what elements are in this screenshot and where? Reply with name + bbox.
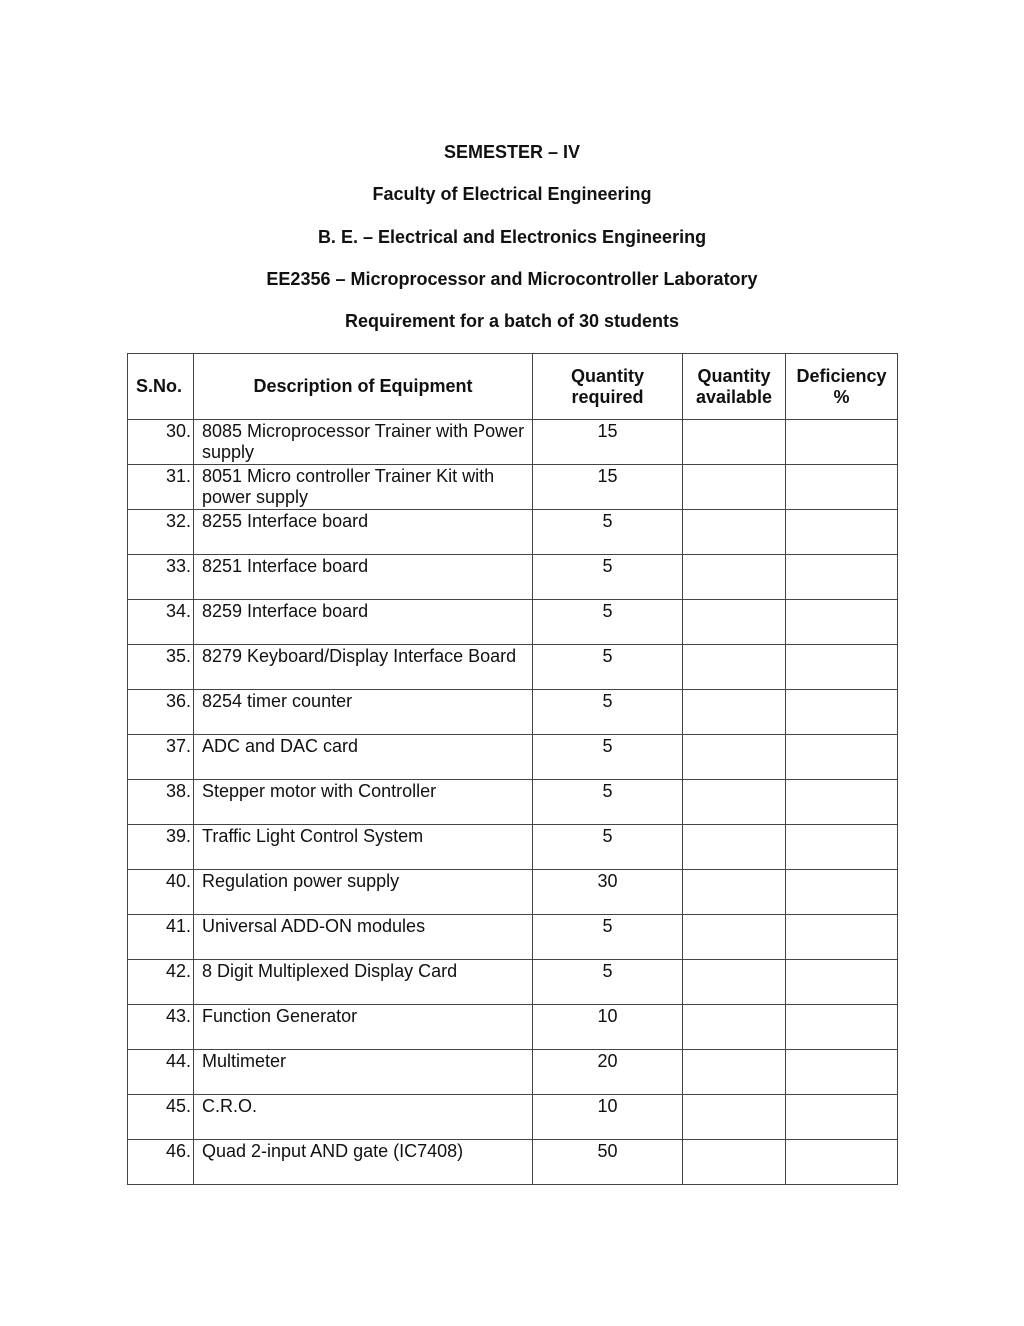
column-header-qty-required: Quantity required bbox=[533, 354, 683, 420]
column-header-qty-available: Quantity available bbox=[683, 354, 786, 420]
table-row bbox=[128, 1050, 898, 1095]
row-sno: 37. bbox=[128, 735, 194, 780]
row-sno: 41. bbox=[128, 915, 194, 960]
row-qty-required: 5 bbox=[533, 600, 683, 645]
row-qty-required: 50 bbox=[533, 1140, 683, 1185]
table-row bbox=[128, 465, 898, 510]
row-description: 8254 timer counter bbox=[194, 690, 533, 735]
row-qty-required: 5 bbox=[533, 780, 683, 825]
table-row bbox=[128, 870, 898, 915]
row-qty-available bbox=[683, 1140, 786, 1185]
row-deficiency bbox=[786, 645, 898, 690]
row-deficiency bbox=[786, 465, 898, 510]
row-description: 8251 Interface board bbox=[194, 555, 533, 600]
row-deficiency bbox=[786, 1095, 898, 1140]
row-description: C.R.O. bbox=[194, 1095, 533, 1140]
row-qty-required: 20 bbox=[533, 1050, 683, 1095]
row-qty-available bbox=[683, 960, 786, 1005]
row-qty-required: 5 bbox=[533, 645, 683, 690]
row-sno: 38. bbox=[128, 780, 194, 825]
row-deficiency bbox=[786, 915, 898, 960]
row-description: Function Generator bbox=[194, 1005, 533, 1050]
row-qty-available bbox=[683, 600, 786, 645]
programme-heading: B. E. – Electrical and Electronics Engineering bbox=[317, 227, 707, 247]
row-qty-required: 5 bbox=[533, 915, 683, 960]
equipment-table bbox=[127, 353, 898, 1185]
table-row bbox=[128, 510, 898, 555]
row-qty-required: 15 bbox=[533, 420, 683, 465]
row-deficiency bbox=[786, 1140, 898, 1185]
row-deficiency bbox=[786, 1005, 898, 1050]
row-deficiency bbox=[786, 555, 898, 600]
row-description: 8 Digit Multiplexed Display Card bbox=[194, 960, 533, 1005]
row-sno: 40. bbox=[128, 870, 194, 915]
row-sno: 45. bbox=[128, 1095, 194, 1140]
row-deficiency bbox=[786, 510, 898, 555]
row-deficiency bbox=[786, 600, 898, 645]
table-row bbox=[128, 690, 898, 735]
row-sno: 30. bbox=[128, 420, 194, 465]
row-qty-available bbox=[683, 825, 786, 870]
row-sno: 33. bbox=[128, 555, 194, 600]
row-sno: 46. bbox=[128, 1140, 194, 1185]
row-description: 8279 Keyboard/Display Interface Board bbox=[194, 645, 533, 690]
row-qty-required: 5 bbox=[533, 735, 683, 780]
column-header-deficiency: Deficiency % bbox=[786, 354, 898, 420]
row-description: Regulation power supply bbox=[194, 870, 533, 915]
requirement-heading: Requirement for a batch of 30 students bbox=[344, 311, 680, 331]
row-qty-available bbox=[683, 870, 786, 915]
row-qty-required: 10 bbox=[533, 1095, 683, 1140]
row-deficiency bbox=[786, 420, 898, 465]
equipment-table-body bbox=[128, 420, 898, 1185]
row-description: Quad 2-input AND gate (IC7408) bbox=[194, 1140, 533, 1185]
row-description: Multimeter bbox=[194, 1050, 533, 1095]
row-qty-available bbox=[683, 690, 786, 735]
row-deficiency bbox=[786, 1050, 898, 1095]
row-qty-required: 5 bbox=[533, 510, 683, 555]
row-deficiency bbox=[786, 735, 898, 780]
row-deficiency bbox=[786, 825, 898, 870]
row-qty-available bbox=[683, 1095, 786, 1140]
row-description: Universal ADD-ON modules bbox=[194, 915, 533, 960]
row-sno: 31. bbox=[128, 465, 194, 510]
table-row bbox=[128, 915, 898, 960]
row-qty-available bbox=[683, 1050, 786, 1095]
row-qty-available bbox=[683, 510, 786, 555]
row-description: 8051 Micro controller Trainer Kit with power supply bbox=[194, 465, 533, 510]
row-sno: 42. bbox=[128, 960, 194, 1005]
row-qty-available bbox=[683, 555, 786, 600]
row-deficiency bbox=[786, 780, 898, 825]
row-deficiency bbox=[786, 870, 898, 915]
row-qty-available bbox=[683, 645, 786, 690]
row-qty-required: 5 bbox=[533, 690, 683, 735]
table-row bbox=[128, 420, 898, 465]
row-qty-required: 5 bbox=[533, 825, 683, 870]
row-sno: 43. bbox=[128, 1005, 194, 1050]
row-qty-available bbox=[683, 780, 786, 825]
table-row bbox=[128, 645, 898, 690]
table-row bbox=[128, 735, 898, 780]
row-qty-required: 10 bbox=[533, 1005, 683, 1050]
row-qty-required: 15 bbox=[533, 465, 683, 510]
row-description: ADC and DAC card bbox=[194, 735, 533, 780]
table-row bbox=[128, 960, 898, 1005]
table-row bbox=[128, 1140, 898, 1185]
table-row bbox=[128, 825, 898, 870]
row-qty-available bbox=[683, 915, 786, 960]
row-qty-required: 5 bbox=[533, 960, 683, 1005]
row-qty-required: 5 bbox=[533, 555, 683, 600]
table-row bbox=[128, 1005, 898, 1050]
course-heading: EE2356 – Microprocessor and Microcontroller Laboratory bbox=[266, 269, 758, 289]
row-deficiency bbox=[786, 690, 898, 735]
row-sno: 44. bbox=[128, 1050, 194, 1095]
row-qty-available bbox=[683, 420, 786, 465]
row-qty-available bbox=[683, 1005, 786, 1050]
row-sno: 36. bbox=[128, 690, 194, 735]
row-qty-available bbox=[683, 465, 786, 510]
table-header-row bbox=[128, 354, 898, 420]
semester-heading: SEMESTER – IV bbox=[443, 142, 581, 162]
row-description: 8085 Microprocessor Trainer with Power supply bbox=[194, 420, 533, 465]
row-sno: 32. bbox=[128, 510, 194, 555]
column-header-description: Description of Equipment bbox=[194, 354, 533, 420]
row-qty-available bbox=[683, 735, 786, 780]
table-row bbox=[128, 1095, 898, 1140]
table-row bbox=[128, 780, 898, 825]
row-qty-required: 30 bbox=[533, 870, 683, 915]
table-row bbox=[128, 600, 898, 645]
row-description: 8255 Interface board bbox=[194, 510, 533, 555]
faculty-heading: Faculty of Electrical Engineering bbox=[372, 184, 652, 204]
row-sno: 35. bbox=[128, 645, 194, 690]
column-header-sno: S.No. bbox=[128, 354, 194, 420]
row-sno: 39. bbox=[128, 825, 194, 870]
row-sno: 34. bbox=[128, 600, 194, 645]
row-description: Traffic Light Control System bbox=[194, 825, 533, 870]
table-row bbox=[128, 555, 898, 600]
row-description: Stepper motor with Controller bbox=[194, 780, 533, 825]
row-description: 8259 Interface board bbox=[194, 600, 533, 645]
row-deficiency bbox=[786, 960, 898, 1005]
